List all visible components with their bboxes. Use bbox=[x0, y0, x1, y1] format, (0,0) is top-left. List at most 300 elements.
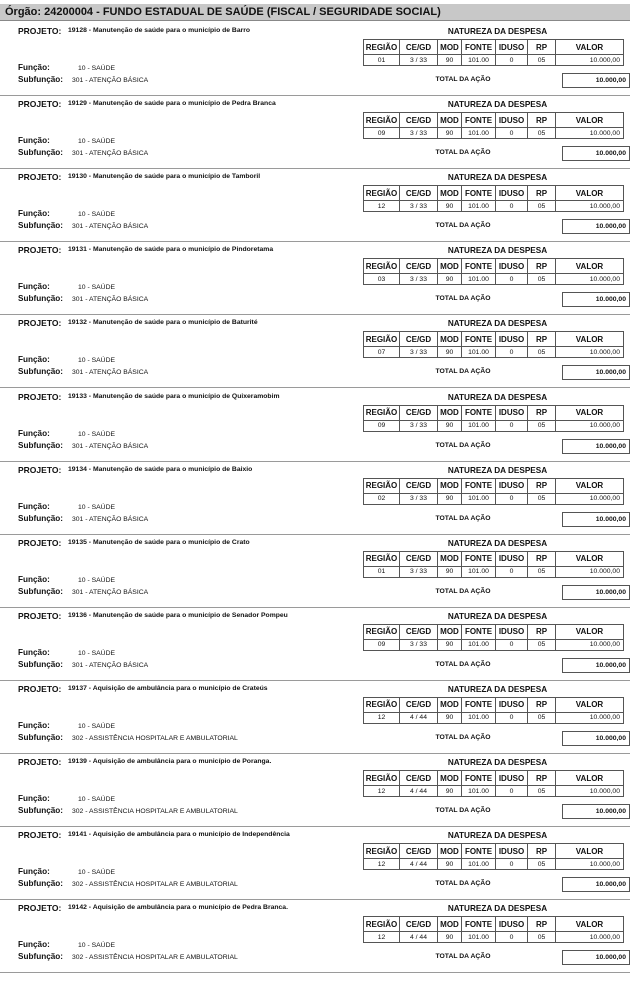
col-valor: VALOR bbox=[556, 40, 624, 55]
natureza-table bbox=[363, 331, 624, 358]
natureza-table bbox=[363, 258, 624, 285]
projeto-description: 19137 - Aquisição de ambulância para o município de Crateús bbox=[68, 684, 268, 692]
funcao-label: Função: bbox=[18, 209, 50, 219]
cell-fonte: 101.00 bbox=[462, 347, 496, 358]
col-regiao: REGIÃO bbox=[364, 40, 400, 55]
col-iduso: IDUSO bbox=[496, 844, 528, 859]
col-iduso: IDUSO bbox=[496, 697, 528, 712]
projeto-label: PROJETO: bbox=[18, 683, 62, 694]
subfuncao-value: 301 - ATENÇÃO BÁSICA bbox=[72, 77, 149, 84]
cell-regiao: 12 bbox=[364, 712, 400, 723]
col-rp: RP bbox=[528, 771, 556, 786]
cell-valor: 10.000,00 bbox=[556, 347, 624, 358]
total-acao-label: TOTAL DA AÇÃO bbox=[435, 660, 491, 668]
subfuncao-label: Subfunção: bbox=[18, 952, 64, 962]
cell-regiao: 09 bbox=[364, 128, 400, 139]
funcao-value: 10 - SAÚDE bbox=[78, 649, 116, 657]
projeto-description: 19129 - Manutenção de saúde para o município de Pedra Branca bbox=[68, 100, 276, 108]
cell-rp: 05 bbox=[528, 55, 556, 66]
table-row bbox=[364, 420, 624, 431]
subfuncao-value: 301 - ATENÇÃO BÁSICA bbox=[72, 223, 149, 231]
col-regiao: REGIÃO bbox=[364, 624, 400, 639]
cell-iduso: 0 bbox=[496, 201, 528, 212]
cell-iduso: 0 bbox=[496, 859, 528, 870]
col-rp: RP bbox=[528, 697, 556, 712]
col-rp: RP bbox=[528, 332, 556, 347]
total-acao-label: TOTAL DA AÇÃO bbox=[435, 880, 491, 888]
natureza-table bbox=[363, 770, 624, 797]
table-header-row bbox=[364, 844, 624, 859]
cell-cegd: 3 / 33 bbox=[400, 128, 438, 139]
subfuncao-label: Subfunção: bbox=[18, 732, 64, 742]
col-regiao: REGIÃO bbox=[364, 186, 400, 201]
col-fonte: FONTE bbox=[462, 771, 496, 786]
total-acao-value: 10.000,00 bbox=[562, 146, 630, 161]
total-acao-value: 10.000,00 bbox=[562, 731, 630, 746]
cell-mod: 90 bbox=[438, 274, 462, 285]
col-iduso: IDUSO bbox=[496, 405, 528, 420]
subfuncao-value: 302 - ASSISTÊNCIA HOSPITALAR E AMBULATORIAL bbox=[72, 808, 238, 815]
projeto-label: PROJETO: bbox=[18, 537, 62, 548]
project-block bbox=[0, 169, 630, 242]
total-acao-value: 10.000,00 bbox=[562, 439, 630, 454]
funcao-label: Função: bbox=[18, 647, 50, 657]
table-row bbox=[364, 493, 624, 504]
col-regiao: REGIÃO bbox=[364, 697, 400, 712]
natureza-title: NATUREZA DA DESPESA bbox=[447, 173, 548, 183]
project-block bbox=[0, 462, 630, 535]
table-header-row bbox=[364, 113, 624, 128]
orgao-header: Órgão: 24200004 - FUNDO ESTADUAL DE SAÚDE (FISCAL / SEGURIDADE SOCIAL) bbox=[0, 4, 630, 21]
funcao-label: Função: bbox=[18, 355, 50, 365]
projeto-description: 19128 - Manutenção de saúde para o município de Barro bbox=[68, 27, 251, 34]
cell-valor: 10.000,00 bbox=[556, 932, 624, 943]
total-acao-value: 10.000,00 bbox=[562, 658, 630, 673]
natureza-table bbox=[363, 916, 624, 943]
total-acao-value: 10.000,00 bbox=[562, 219, 630, 234]
project-block bbox=[0, 389, 630, 462]
col-regiao: REGIÃO bbox=[364, 259, 400, 274]
funcao-label: Função: bbox=[18, 136, 50, 146]
subfuncao-value: 301 - ATENÇÃO BÁSICA bbox=[72, 369, 149, 377]
cell-rp: 05 bbox=[528, 932, 556, 943]
table-header-row bbox=[364, 186, 624, 201]
natureza-title: NATUREZA DA DESPESA bbox=[447, 246, 548, 256]
cell-valor: 10.000,00 bbox=[556, 201, 624, 212]
natureza-table bbox=[363, 185, 624, 212]
funcao-value: 10 - SAÚDE bbox=[78, 284, 116, 292]
cell-fonte: 101.00 bbox=[462, 932, 496, 943]
project-block bbox=[0, 23, 630, 96]
projeto-description: 19134 - Manutenção de saúde para o município de Baixio bbox=[68, 465, 253, 473]
projeto-label: PROJETO: bbox=[18, 464, 62, 475]
subfuncao-label: Subfunção: bbox=[18, 75, 64, 84]
cell-fonte: 101.00 bbox=[462, 55, 496, 66]
total-acao-value: 10.000,00 bbox=[562, 292, 630, 307]
col-fonte: FONTE bbox=[462, 332, 496, 347]
total-acao-value: 10.000,00 bbox=[562, 73, 630, 88]
col-regiao: REGIÃO bbox=[364, 771, 400, 786]
table-row bbox=[364, 128, 624, 139]
col-cegd: CE/GD bbox=[400, 186, 438, 201]
col-cegd: CE/GD bbox=[400, 113, 438, 128]
col-mod: MOD bbox=[438, 844, 462, 859]
col-fonte: FONTE bbox=[462, 259, 496, 274]
natureza-table bbox=[363, 624, 624, 651]
cell-cegd: 3 / 33 bbox=[400, 55, 438, 66]
col-regiao: REGIÃO bbox=[364, 332, 400, 347]
funcao-label: Função: bbox=[18, 501, 50, 511]
project-block bbox=[0, 96, 630, 169]
natureza-table bbox=[363, 843, 624, 870]
table-header-row bbox=[364, 259, 624, 274]
funcao-label: Função: bbox=[18, 282, 50, 292]
table-row bbox=[364, 201, 624, 212]
subfuncao-value: 301 - ATENÇÃO BÁSICA bbox=[72, 296, 149, 304]
table-row bbox=[364, 639, 624, 650]
col-valor: VALOR bbox=[556, 186, 624, 201]
funcao-value: 10 - SAÚDE bbox=[78, 869, 116, 877]
cell-rp: 05 bbox=[528, 786, 556, 797]
col-valor: VALOR bbox=[556, 478, 624, 493]
subfuncao-label: Subfunção: bbox=[18, 440, 64, 450]
cell-fonte: 101.00 bbox=[462, 786, 496, 797]
natureza-title: NATUREZA DA DESPESA bbox=[447, 611, 548, 621]
cell-valor: 10.000,00 bbox=[556, 128, 624, 139]
col-valor: VALOR bbox=[556, 917, 624, 932]
col-iduso: IDUSO bbox=[496, 624, 528, 639]
cell-cegd: 4 / 44 bbox=[400, 932, 438, 943]
cell-cegd: 3 / 33 bbox=[400, 493, 438, 504]
total-acao-label: TOTAL DA AÇÃO bbox=[435, 733, 491, 741]
cell-regiao: 09 bbox=[364, 420, 400, 431]
cell-regiao: 09 bbox=[364, 639, 400, 650]
cell-mod: 90 bbox=[438, 639, 462, 650]
funcao-value: 10 - SAÚDE bbox=[78, 65, 116, 72]
table-header-row bbox=[364, 405, 624, 420]
table-header-row bbox=[364, 624, 624, 639]
cell-mod: 90 bbox=[438, 55, 462, 66]
natureza-title: NATUREZA DA DESPESA bbox=[447, 758, 548, 767]
natureza-title: NATUREZA DA DESPESA bbox=[447, 538, 548, 548]
cell-mod: 90 bbox=[438, 128, 462, 139]
funcao-value: 10 - SAÚDE bbox=[78, 430, 116, 438]
funcao-label: Função: bbox=[18, 428, 50, 438]
col-cegd: CE/GD bbox=[400, 259, 438, 274]
col-valor: VALOR bbox=[556, 771, 624, 786]
col-mod: MOD bbox=[438, 771, 462, 786]
projeto-label: PROJETO: bbox=[18, 26, 62, 36]
col-mod: MOD bbox=[438, 624, 462, 639]
cell-valor: 10.000,00 bbox=[556, 566, 624, 577]
cell-rp: 05 bbox=[528, 128, 556, 139]
projeto-label: PROJETO: bbox=[18, 172, 62, 183]
cell-cegd: 4 / 44 bbox=[400, 786, 438, 797]
col-cegd: CE/GD bbox=[400, 697, 438, 712]
cell-regiao: 12 bbox=[364, 932, 400, 943]
cell-fonte: 101.00 bbox=[462, 493, 496, 504]
col-mod: MOD bbox=[438, 186, 462, 201]
natureza-title: NATUREZA DA DESPESA bbox=[447, 392, 548, 402]
project-block bbox=[0, 608, 630, 681]
subfuncao-label: Subfunção: bbox=[18, 879, 64, 889]
col-rp: RP bbox=[528, 917, 556, 932]
projeto-description: 19131 - Manutenção de saúde para o município de Pindoretama bbox=[68, 246, 274, 254]
cell-valor: 10.000,00 bbox=[556, 639, 624, 650]
col-mod: MOD bbox=[438, 259, 462, 274]
col-rp: RP bbox=[528, 844, 556, 859]
cell-cegd: 3 / 33 bbox=[400, 639, 438, 650]
cell-fonte: 101.00 bbox=[462, 712, 496, 723]
col-mod: MOD bbox=[438, 40, 462, 55]
total-acao-label: TOTAL DA AÇÃO bbox=[435, 514, 491, 522]
natureza-table bbox=[363, 405, 624, 432]
cell-mod: 90 bbox=[438, 493, 462, 504]
cell-iduso: 0 bbox=[496, 639, 528, 650]
cell-rp: 05 bbox=[528, 566, 556, 577]
cell-mod: 90 bbox=[438, 566, 462, 577]
col-valor: VALOR bbox=[556, 259, 624, 274]
projeto-label: PROJETO: bbox=[18, 391, 62, 402]
cell-regiao: 02 bbox=[364, 493, 400, 504]
col-iduso: IDUSO bbox=[496, 259, 528, 274]
table-header-row bbox=[364, 771, 624, 786]
cell-fonte: 101.00 bbox=[462, 201, 496, 212]
col-valor: VALOR bbox=[556, 332, 624, 347]
projeto-description: 19142 - Aquisição de ambulância para o município de Pedra Branca. bbox=[68, 904, 288, 912]
projeto-description: 19136 - Manutenção de saúde para o município de Senador Pompeu bbox=[68, 611, 288, 619]
cell-valor: 10.000,00 bbox=[556, 493, 624, 504]
table-header-row bbox=[364, 332, 624, 347]
projeto-label: PROJETO: bbox=[18, 245, 62, 256]
project-block bbox=[0, 827, 630, 900]
cell-iduso: 0 bbox=[496, 493, 528, 504]
cell-iduso: 0 bbox=[496, 274, 528, 285]
natureza-title: NATUREZA DA DESPESA bbox=[447, 100, 548, 110]
col-iduso: IDUSO bbox=[496, 478, 528, 493]
funcao-value: 10 - SAÚDE bbox=[78, 503, 116, 511]
cell-fonte: 101.00 bbox=[462, 420, 496, 431]
natureza-table bbox=[363, 478, 624, 505]
project-block bbox=[0, 900, 630, 973]
natureza-title: NATUREZA DA DESPESA bbox=[447, 904, 548, 914]
subfuncao-value: 301 - ATENÇÃO BÁSICA bbox=[72, 515, 149, 523]
projeto-description: 19133 - Manutenção de saúde para o município de Quixeramobim bbox=[68, 392, 280, 400]
projeto-label: PROJETO: bbox=[18, 830, 62, 841]
col-fonte: FONTE bbox=[462, 405, 496, 420]
cell-iduso: 0 bbox=[496, 128, 528, 139]
total-acao-label: TOTAL DA AÇÃO bbox=[435, 295, 491, 303]
col-iduso: IDUSO bbox=[496, 186, 528, 201]
funcao-value: 10 - SAÚDE bbox=[78, 796, 116, 803]
col-iduso: IDUSO bbox=[496, 917, 528, 932]
subfuncao-label: Subfunção: bbox=[18, 806, 64, 815]
cell-valor: 10.000,00 bbox=[556, 55, 624, 66]
cell-valor: 10.000,00 bbox=[556, 712, 624, 723]
col-mod: MOD bbox=[438, 697, 462, 712]
cell-rp: 05 bbox=[528, 712, 556, 723]
subfuncao-label: Subfunção: bbox=[18, 148, 64, 158]
col-regiao: REGIÃO bbox=[364, 405, 400, 420]
col-iduso: IDUSO bbox=[496, 551, 528, 566]
col-rp: RP bbox=[528, 259, 556, 274]
cell-cegd: 3 / 33 bbox=[400, 347, 438, 358]
cell-regiao: 03 bbox=[364, 274, 400, 285]
cell-mod: 90 bbox=[438, 201, 462, 212]
cell-cegd: 4 / 44 bbox=[400, 859, 438, 870]
cell-iduso: 0 bbox=[496, 347, 528, 358]
cell-fonte: 101.00 bbox=[462, 128, 496, 139]
funcao-value: 10 - SAÚDE bbox=[78, 138, 116, 146]
cell-cegd: 3 / 33 bbox=[400, 566, 438, 577]
cell-cegd: 3 / 33 bbox=[400, 420, 438, 431]
table-row bbox=[364, 274, 624, 285]
table-header-row bbox=[364, 40, 624, 55]
col-cegd: CE/GD bbox=[400, 332, 438, 347]
natureza-table bbox=[363, 39, 624, 66]
project-block bbox=[0, 754, 630, 827]
cell-mod: 90 bbox=[438, 932, 462, 943]
col-regiao: REGIÃO bbox=[364, 551, 400, 566]
col-valor: VALOR bbox=[556, 844, 624, 859]
cell-rp: 05 bbox=[528, 274, 556, 285]
natureza-title: NATUREZA DA DESPESA bbox=[447, 319, 548, 329]
col-cegd: CE/GD bbox=[400, 478, 438, 493]
col-fonte: FONTE bbox=[462, 917, 496, 932]
table-row bbox=[364, 859, 624, 870]
cell-mod: 90 bbox=[438, 859, 462, 870]
total-acao-label: TOTAL DA AÇÃO bbox=[435, 953, 491, 961]
cell-mod: 90 bbox=[438, 420, 462, 431]
total-acao-value: 10.000,00 bbox=[562, 585, 630, 600]
col-regiao: REGIÃO bbox=[364, 478, 400, 493]
subfuncao-value: 302 - ASSISTÊNCIA HOSPITALAR E AMBULATORIAL bbox=[72, 881, 238, 889]
total-acao-label: TOTAL DA AÇÃO bbox=[435, 441, 491, 449]
cell-regiao: 01 bbox=[364, 55, 400, 66]
table-row bbox=[364, 55, 624, 66]
cell-fonte: 101.00 bbox=[462, 274, 496, 285]
projeto-description: 19139 - Aquisição de ambulância para o município de Poranga. bbox=[68, 758, 272, 765]
col-mod: MOD bbox=[438, 113, 462, 128]
cell-rp: 05 bbox=[528, 201, 556, 212]
col-rp: RP bbox=[528, 113, 556, 128]
col-cegd: CE/GD bbox=[400, 844, 438, 859]
col-rp: RP bbox=[528, 478, 556, 493]
col-fonte: FONTE bbox=[462, 186, 496, 201]
projeto-label: PROJETO: bbox=[18, 903, 62, 914]
table-header-row bbox=[364, 478, 624, 493]
cell-rp: 05 bbox=[528, 420, 556, 431]
subfuncao-label: Subfunção: bbox=[18, 367, 64, 377]
projeto-description: 19141 - Aquisição de ambulância para o município de Independência bbox=[68, 831, 290, 839]
col-rp: RP bbox=[528, 40, 556, 55]
project-block bbox=[0, 315, 630, 388]
cell-rp: 05 bbox=[528, 347, 556, 358]
projeto-label: PROJETO: bbox=[18, 757, 62, 767]
col-fonte: FONTE bbox=[462, 844, 496, 859]
col-rp: RP bbox=[528, 186, 556, 201]
natureza-title: NATUREZA DA DESPESA bbox=[447, 684, 548, 694]
subfuncao-value: 301 - ATENÇÃO BÁSICA bbox=[72, 588, 149, 596]
total-acao-label: TOTAL DA AÇÃO bbox=[435, 76, 491, 83]
projeto-description: 19132 - Manutenção de saúde para o município de Baturité bbox=[68, 319, 258, 327]
col-rp: RP bbox=[528, 551, 556, 566]
project-block bbox=[0, 535, 630, 608]
project-block bbox=[0, 681, 630, 754]
total-acao-label: TOTAL DA AÇÃO bbox=[435, 587, 491, 595]
table-row bbox=[364, 566, 624, 577]
cell-iduso: 0 bbox=[496, 712, 528, 723]
cell-iduso: 0 bbox=[496, 55, 528, 66]
cell-valor: 10.000,00 bbox=[556, 859, 624, 870]
cell-regiao: 07 bbox=[364, 347, 400, 358]
cell-regiao: 12 bbox=[364, 786, 400, 797]
cell-rp: 05 bbox=[528, 639, 556, 650]
total-acao-label: TOTAL DA AÇÃO bbox=[435, 222, 491, 230]
col-fonte: FONTE bbox=[462, 478, 496, 493]
subfuncao-label: Subfunção: bbox=[18, 513, 64, 523]
col-iduso: IDUSO bbox=[496, 113, 528, 128]
projeto-label: PROJETO: bbox=[18, 610, 62, 621]
cell-valor: 10.000,00 bbox=[556, 786, 624, 797]
funcao-value: 10 - SAÚDE bbox=[78, 722, 116, 730]
col-mod: MOD bbox=[438, 405, 462, 420]
cell-fonte: 101.00 bbox=[462, 639, 496, 650]
col-rp: RP bbox=[528, 624, 556, 639]
col-mod: MOD bbox=[438, 551, 462, 566]
col-valor: VALOR bbox=[556, 551, 624, 566]
cell-fonte: 101.00 bbox=[462, 566, 496, 577]
natureza-table bbox=[363, 551, 624, 578]
funcao-value: 10 - SAÚDE bbox=[78, 942, 116, 950]
projeto-label: PROJETO: bbox=[18, 318, 62, 329]
natureza-title: NATUREZA DA DESPESA bbox=[447, 465, 548, 475]
cell-valor: 10.000,00 bbox=[556, 274, 624, 285]
total-acao-label: TOTAL DA AÇÃO bbox=[435, 149, 491, 157]
subfuncao-label: Subfunção: bbox=[18, 586, 64, 596]
col-fonte: FONTE bbox=[462, 551, 496, 566]
cell-mod: 90 bbox=[438, 347, 462, 358]
table-row bbox=[364, 932, 624, 943]
funcao-label: Função: bbox=[18, 940, 50, 950]
col-mod: MOD bbox=[438, 917, 462, 932]
funcao-label: Função: bbox=[18, 794, 50, 803]
funcao-label: Função: bbox=[18, 574, 50, 584]
col-fonte: FONTE bbox=[462, 624, 496, 639]
projeto-label: PROJETO: bbox=[18, 99, 62, 110]
subfuncao-label: Subfunção: bbox=[18, 659, 64, 669]
subfuncao-label: Subfunção: bbox=[18, 294, 64, 304]
total-acao-value: 10.000,00 bbox=[562, 877, 630, 892]
cell-regiao: 12 bbox=[364, 201, 400, 212]
col-valor: VALOR bbox=[556, 113, 624, 128]
col-valor: VALOR bbox=[556, 405, 624, 420]
col-cegd: CE/GD bbox=[400, 771, 438, 786]
cell-mod: 90 bbox=[438, 786, 462, 797]
cell-rp: 05 bbox=[528, 493, 556, 504]
natureza-title: NATUREZA DA DESPESA bbox=[447, 831, 548, 841]
col-regiao: REGIÃO bbox=[364, 917, 400, 932]
cell-cegd: 3 / 33 bbox=[400, 201, 438, 212]
project-block bbox=[0, 242, 630, 315]
cell-regiao: 12 bbox=[364, 859, 400, 870]
funcao-label: Função: bbox=[18, 63, 50, 72]
subfuncao-value: 302 - ASSISTÊNCIA HOSPITALAR E AMBULATORIAL bbox=[72, 734, 238, 742]
table-row bbox=[364, 786, 624, 797]
col-fonte: FONTE bbox=[462, 697, 496, 712]
natureza-table bbox=[363, 112, 624, 139]
cell-iduso: 0 bbox=[496, 932, 528, 943]
